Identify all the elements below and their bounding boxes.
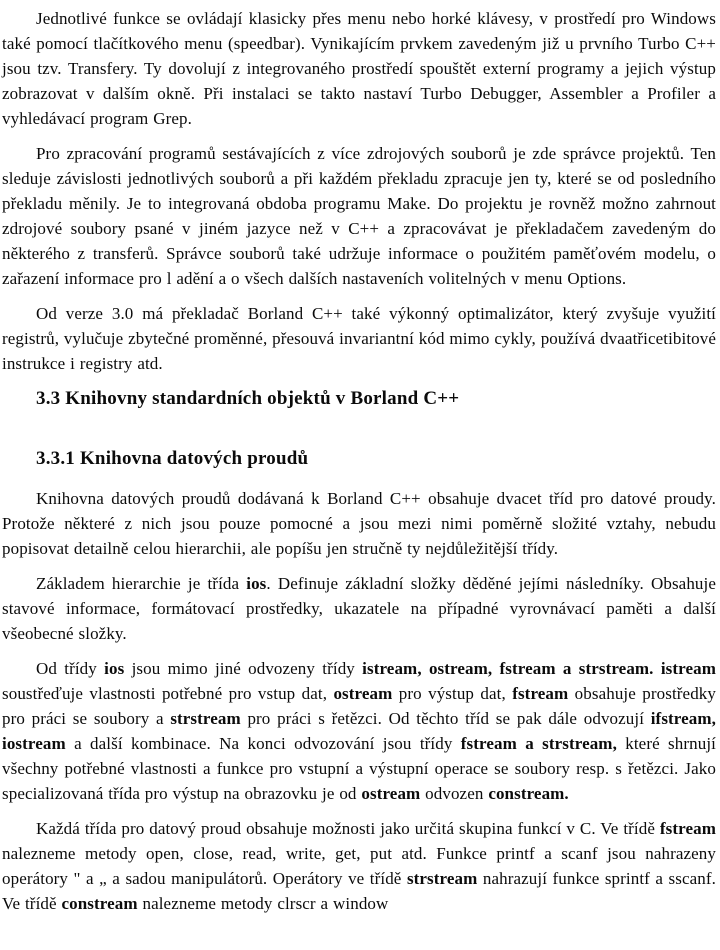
text-segment: ios xyxy=(246,574,267,593)
text-segment: Jednotlivé funkce se ovládají klasicky přes menu nebo horké klávesy, v prostředí pro Windows také pomocí tlačítkového menu (speedbar). Vynikajícím prvkem zavedeným již u prvního Turbo C++ jsou tzv. Transfery. Ty dovolují z integrovaného prostředí spouštět externí programy a jejich výstup zobrazovat v dalším okně. Při instalaci se takto nastaví Turbo Debugger, Assembler a Profiler a vyhledávací program Grep. xyxy=(2,9,716,128)
text-segment: istream, ostream, fstream a strstream. xyxy=(362,659,654,678)
text-segment: Knihovna datových proudů dodávaná k Borland C++ obsahuje dvacet tříd pro datové proudy. Protože některé z nich jsou pouze pomocné a jsou mezi nimi poměrně složité vztahy, nebudu popisovat detailně celou hierarchii, ale popíšu jen stručně ty nejdůležitější třídy. xyxy=(2,489,716,558)
text-segment: které shrnují všechny potřebné vlastnosti a funkce pro vstupní a výstupní operace se soubory resp. s řetězci. Jako specializovaná třída pro výstup na obrazovku je od xyxy=(2,734,716,803)
text-segment: nalezneme metody open, close, read, write, get, put atd. Funkce printf a scanf jsou nahrazeny operátory " a „ a sadou manipulátorů. Operátory ve třídě xyxy=(2,844,716,888)
text-segment: istream xyxy=(660,659,716,678)
text-segment: Od třídy xyxy=(36,659,105,678)
section-heading-3-3 xyxy=(36,386,716,412)
text-segment: 3.3 Knihovny standardních objektů v Borland C++ xyxy=(36,388,460,409)
paragraph-derived-streams xyxy=(2,656,716,806)
text-segment: strstream xyxy=(406,869,478,888)
text-segment: ifstream, iostream xyxy=(2,709,716,753)
text-segment: a další kombinace. Na konci odvozování jsou třídy xyxy=(65,734,461,753)
paragraph-stream-library-intro xyxy=(2,486,716,561)
text-segment: ostream xyxy=(361,784,421,803)
paragraph-ios-base-class xyxy=(2,571,716,646)
text-segment: ios xyxy=(104,659,125,678)
text-segment: fstream a strstream, xyxy=(460,734,617,753)
paragraph-optimizer xyxy=(2,301,716,376)
paragraph-project-manager xyxy=(2,141,716,291)
text-segment: Od verze 3.0 má překladač Borland C++ také výkonný optimalizátor, který zvyšuje využití registrů, vylučuje zbytečné proměnné, přesouvá invariantní kód mimo cykly, používá dvaatřicetibitové instrukce i registry atd. xyxy=(2,304,716,373)
text-segment: fstream xyxy=(512,684,569,703)
text-segment: jsou mimo jiné odvozeny třídy xyxy=(124,659,363,678)
text-segment: Základem hierarchie je třída xyxy=(36,574,247,593)
text-segment: constream xyxy=(61,894,138,913)
text-segment: nalezneme metody clrscr a window xyxy=(137,894,389,913)
text-segment: nahrazují funkce sprintf a sscanf. Ve třídě xyxy=(2,869,716,913)
paragraph-stream-methods xyxy=(2,816,716,916)
text-segment xyxy=(654,659,661,678)
text-segment: constream. xyxy=(488,784,569,803)
text-segment: pro výstup dat, xyxy=(392,684,513,703)
text-segment: strstream xyxy=(170,709,241,728)
text-segment: 3.3.1 Knihovna datových proudů xyxy=(36,448,309,469)
text-segment: fstream xyxy=(659,819,716,838)
text-segment: ostream xyxy=(333,684,393,703)
paragraph-functions-menus xyxy=(2,6,716,131)
text-segment: Každá třída pro datový proud obsahuje možnosti jako určitá skupina funkcí v C. Ve třídě xyxy=(36,819,660,838)
text-segment: . Definuje základní složky děděné jejími následníky. Obsahuje stavové informace, formátovací prostředky, ukazatele na případné vyrovnávací paměti a další všeobecné složky. xyxy=(2,574,716,643)
text-segment: pro práci s řetězci. Od těchto tříd se pak dále odvozují xyxy=(240,709,651,728)
text-segment: odvozen xyxy=(420,784,489,803)
text-segment: obsahuje prostředky pro práci se soubory a xyxy=(2,684,716,728)
text-segment: soustřeďuje vlastnosti potřebné pro vstup dat, xyxy=(2,684,334,703)
text-segment: Pro zpracování programů sestávajících z více zdrojových souborů je zde správce projektů. Ten sleduje závislosti jednotlivých souborů a při každém překladu zpracuje jen ty, které se od posledního překladu měnily. Je to integrovaná obdoba programu Make. Do projektu je rovněž možno zahrnout zdrojové soubory psané v jiném jazyce než v C++ a zpracovávat je překladačem zavedeným do některého z transferů. Správce souborů také udržuje informace o použitém paměťovém modelu, o zařazení informace pro l adění a o všech dalších nastaveních volitelných v menu Options. xyxy=(2,144,716,288)
subsection-heading-3-3-1 xyxy=(36,446,716,472)
